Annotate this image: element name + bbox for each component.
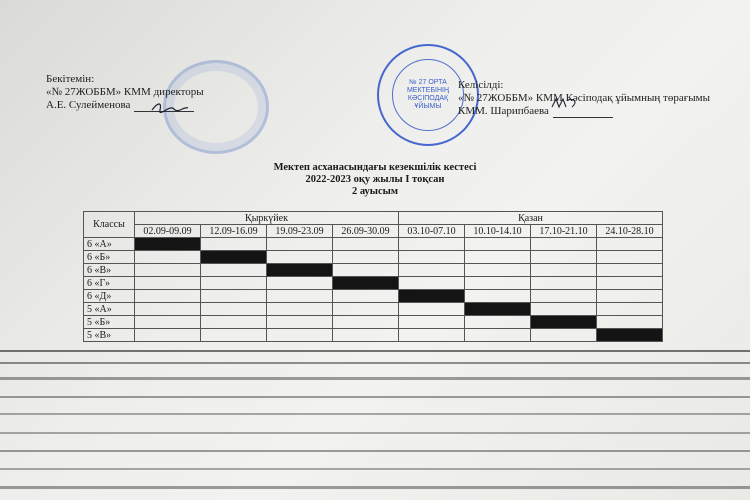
duty-cell-empty bbox=[201, 329, 267, 342]
header-week: 12.09-16.09 bbox=[201, 225, 267, 238]
scan-artifact-line bbox=[0, 396, 750, 398]
duty-cell-empty bbox=[531, 303, 597, 316]
duty-cell-filled bbox=[135, 238, 201, 251]
duty-cell-empty bbox=[267, 303, 333, 316]
duty-cell-empty bbox=[333, 251, 399, 264]
class-name-cell: 6 «Д» bbox=[84, 290, 135, 303]
duty-cell-empty bbox=[201, 316, 267, 329]
header-week: 26.09-30.09 bbox=[333, 225, 399, 238]
table-row bbox=[84, 329, 663, 342]
duty-cell-empty bbox=[399, 316, 465, 329]
duty-cell-empty bbox=[465, 277, 531, 290]
duty-cell-empty bbox=[135, 290, 201, 303]
table-row bbox=[84, 264, 663, 277]
duty-cell-filled bbox=[531, 316, 597, 329]
scan-artifact-line bbox=[0, 377, 750, 380]
header-week: 24.10-28.10 bbox=[597, 225, 663, 238]
scan-artifact-line bbox=[0, 468, 750, 470]
class-name-cell: 5 «А» bbox=[84, 303, 135, 316]
class-name-cell: 5 «В» bbox=[84, 329, 135, 342]
duty-cell-empty bbox=[135, 329, 201, 342]
duty-cell-empty bbox=[135, 277, 201, 290]
duty-cell-empty bbox=[267, 290, 333, 303]
duty-cell-empty bbox=[135, 264, 201, 277]
duty-cell-empty bbox=[333, 303, 399, 316]
class-name-cell: 6 «Г» bbox=[84, 277, 135, 290]
table-row bbox=[84, 238, 663, 251]
document-title: Мектеп асханасындағы кезекшілік кестесі bbox=[273, 162, 477, 173]
duty-cell-filled bbox=[333, 277, 399, 290]
duty-cell-empty bbox=[333, 316, 399, 329]
duty-cell-empty bbox=[333, 264, 399, 277]
document-shift: 2 ауысым bbox=[351, 186, 399, 197]
duty-cell-empty bbox=[267, 251, 333, 264]
header-classes: Классы bbox=[84, 212, 135, 238]
duty-cell-empty bbox=[399, 251, 465, 264]
duty-cell-empty bbox=[399, 277, 465, 290]
duty-cell-empty bbox=[465, 264, 531, 277]
duty-cell-empty bbox=[135, 303, 201, 316]
duty-cell-empty bbox=[333, 290, 399, 303]
table-row bbox=[84, 303, 663, 316]
stamp-text-4: ҰЙЫМЫ bbox=[414, 103, 442, 110]
table-row bbox=[84, 251, 663, 264]
class-name-cell: 6 «В» bbox=[84, 264, 135, 277]
duty-cell-empty bbox=[597, 251, 663, 264]
duty-cell-empty bbox=[597, 264, 663, 277]
duty-cell-empty bbox=[465, 251, 531, 264]
director-signature bbox=[150, 100, 190, 114]
header-week: 02.09-09.09 bbox=[135, 225, 201, 238]
scan-artifact-line bbox=[0, 450, 750, 452]
table-row bbox=[84, 316, 663, 329]
duty-cell-empty bbox=[333, 238, 399, 251]
duty-cell-empty bbox=[267, 238, 333, 251]
approval-position: «№ 27ЖОББМ» КММ директоры bbox=[46, 86, 204, 98]
duty-cell-empty bbox=[531, 329, 597, 342]
duty-schedule-table bbox=[83, 211, 663, 342]
duty-cell-empty bbox=[597, 277, 663, 290]
duty-cell-filled bbox=[399, 290, 465, 303]
duty-cell-empty bbox=[399, 329, 465, 342]
duty-cell-empty bbox=[267, 316, 333, 329]
duty-cell-empty bbox=[399, 264, 465, 277]
duty-cell-empty bbox=[399, 303, 465, 316]
document-academic-year: 2022-2023 оқу жылы I тоқсан bbox=[305, 174, 445, 185]
header-month-september: Қыркүйек bbox=[135, 212, 399, 225]
duty-cell-empty bbox=[531, 290, 597, 303]
duty-cell-empty bbox=[135, 316, 201, 329]
duty-cell-empty bbox=[333, 329, 399, 342]
duty-cell-empty bbox=[531, 238, 597, 251]
duty-cell-empty bbox=[201, 303, 267, 316]
approval-heading: Бекітемін: bbox=[46, 73, 95, 85]
duty-cell-empty bbox=[465, 316, 531, 329]
duty-cell-empty bbox=[531, 264, 597, 277]
duty-cell-filled bbox=[201, 251, 267, 264]
duty-cell-empty bbox=[201, 264, 267, 277]
agreement-signer bbox=[458, 105, 710, 118]
approval-signer-name: А.Е. Сулейменова bbox=[46, 99, 131, 111]
stamp-text-3: КӘСІПОДАҚ bbox=[407, 95, 449, 102]
scan-artifact-line bbox=[0, 362, 750, 364]
duty-cell-empty bbox=[465, 329, 531, 342]
duty-cell-filled bbox=[267, 264, 333, 277]
duty-cell-empty bbox=[135, 251, 201, 264]
scan-artifact-line bbox=[0, 432, 750, 434]
duty-cell-empty bbox=[201, 277, 267, 290]
header-week: 19.09-23.09 bbox=[267, 225, 333, 238]
header-week: 03.10-07.10 bbox=[399, 225, 465, 238]
document-title-block bbox=[0, 162, 750, 198]
class-name-cell: 5 «Б» bbox=[84, 316, 135, 329]
duty-cell-empty bbox=[201, 238, 267, 251]
stamp-text-2: МЕКТЕБІНІҢ bbox=[406, 87, 450, 94]
agreement-block bbox=[458, 79, 710, 118]
scan-artifact-line bbox=[0, 413, 750, 415]
header-week: 17.10-21.10 bbox=[531, 225, 597, 238]
scan-artifact-line bbox=[0, 486, 750, 489]
agreement-heading: Келісілді: bbox=[458, 79, 504, 91]
union-chair-signature bbox=[550, 96, 580, 110]
duty-cell-filled bbox=[465, 303, 531, 316]
stamp-text-1: № 27 ОРТА bbox=[409, 79, 447, 86]
header-month-october: Қазан bbox=[399, 212, 663, 225]
class-name-cell: 6 «А» bbox=[84, 238, 135, 251]
duty-cell-filled bbox=[597, 329, 663, 342]
duty-cell-empty bbox=[267, 277, 333, 290]
duty-cell-empty bbox=[201, 290, 267, 303]
duty-cell-empty bbox=[465, 290, 531, 303]
agreement-position: «№ 27ЖОББМ» КММ Кәсіподақ ұйымның төрағымы bbox=[458, 92, 710, 104]
duty-cell-empty bbox=[267, 329, 333, 342]
signature-line bbox=[553, 117, 613, 118]
header-week: 10.10-14.10 bbox=[465, 225, 531, 238]
table-row bbox=[84, 277, 663, 290]
duty-cell-empty bbox=[597, 316, 663, 329]
duty-cell-empty bbox=[597, 303, 663, 316]
duty-cell-empty bbox=[465, 238, 531, 251]
agreement-signer-name: КММ. Шарипбаева bbox=[458, 105, 549, 117]
duty-cell-empty bbox=[597, 290, 663, 303]
duty-cell-empty bbox=[597, 238, 663, 251]
class-name-cell: 6 «Б» bbox=[84, 251, 135, 264]
duty-cell-empty bbox=[399, 238, 465, 251]
table-row bbox=[84, 290, 663, 303]
duty-cell-empty bbox=[531, 251, 597, 264]
duty-cell-empty bbox=[531, 277, 597, 290]
scan-artifact-line bbox=[0, 350, 750, 352]
